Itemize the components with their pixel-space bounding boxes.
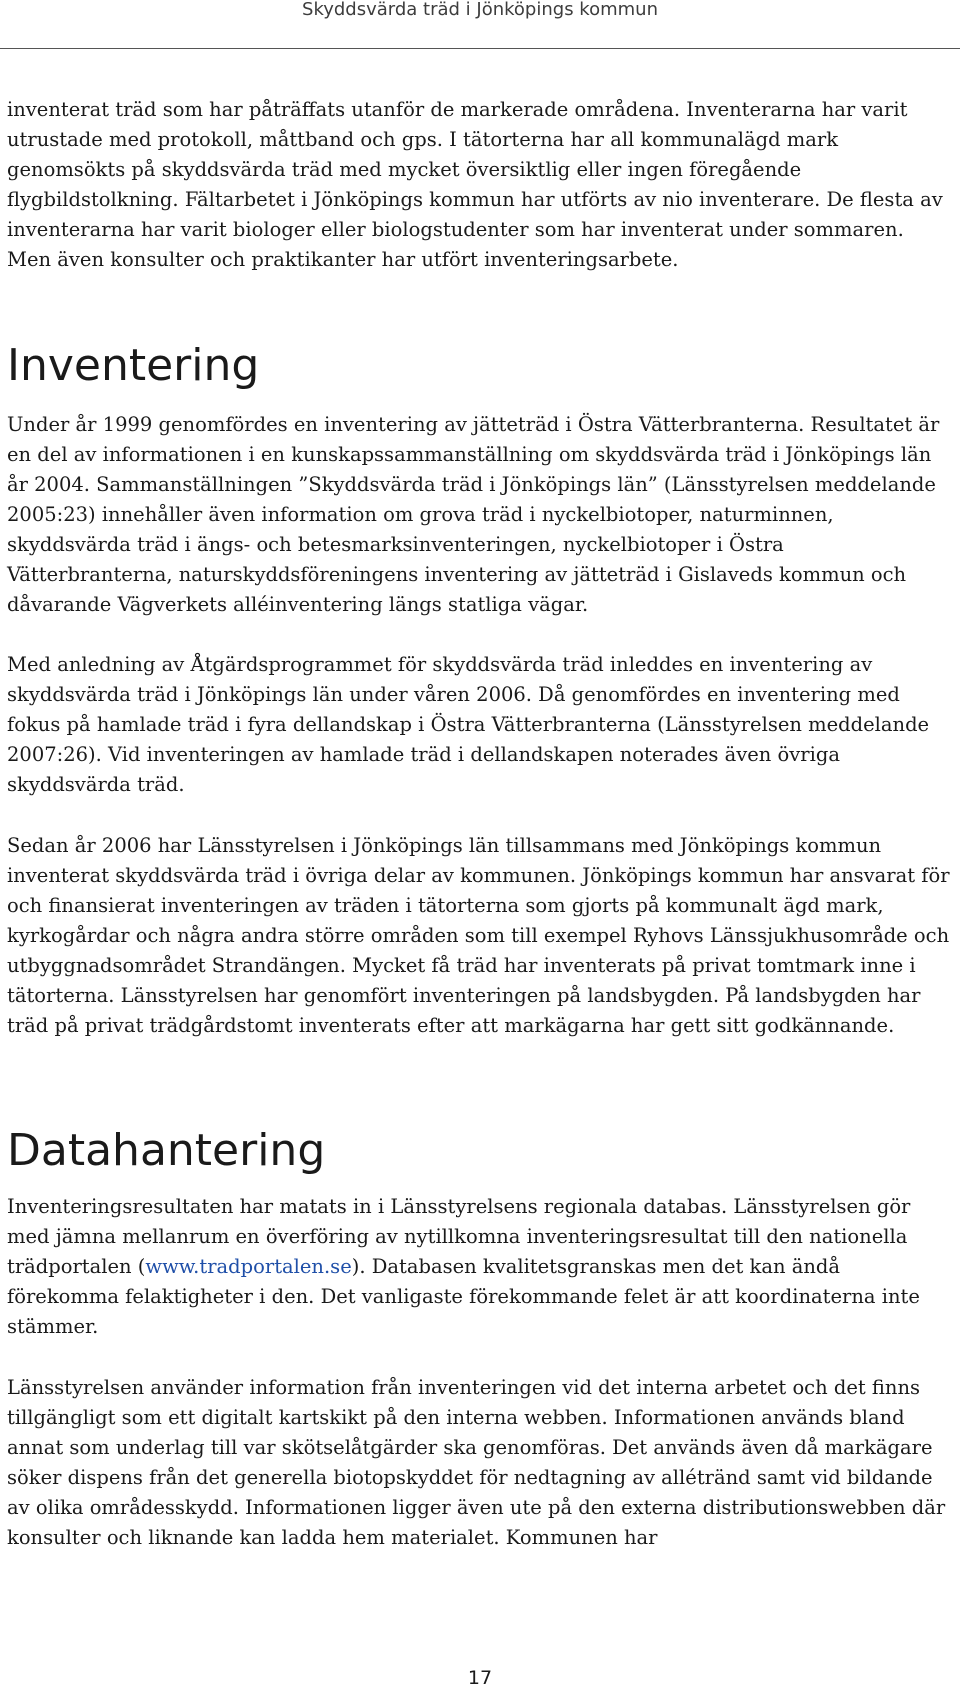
datahantering-paragraph-2: Länsstyrelsen använder information från inventeringen vid det interna arbetet och det finns tillgängligt som ett digitalt kartskikt på den interna webben. Informationen används bland annat som underlag till var skötselåtgärder ska genomföras. Det används även då markägare söker dispens från det generella biotopskyddet för nedtagning av allétränd samt vid bildande av olika områdesskydd. Informationen ligger även ute på den externa distributionswebben där konsulter och liknande kan ladda hem materialet. Kommunen har — [7, 1376, 946, 1549]
tradportalen-link[interactable]: www.tradportalen.se — [145, 1255, 352, 1278]
datahantering-paragraph-1-part-a: Inventeringsresultaten har matats in i Länsstyrelsens regionala databas. Länsstyrelsen gör med jämna mellanrum en överföring av nytillkomna inventeringsresultat till den nationella trädportalen ( — [7, 1195, 911, 1278]
page-number: 17 — [467, 1667, 493, 1689]
inventering-paragraph-3: Sedan år 2006 har Länsstyrelsen i Jönköpings län tillsammans med Jönköpings kommun inventerat skyddsvärda träd i övriga delar av kommunen. Jönköpings kommun har ansvarat för och finansierat inventeringen av träden i tätorterna som gjorts på kommunalt ägd mark, kyrkogårdar och några andra större områden som till exempel Ryhovs Länssjukhusområde och utbyggnadsområdet Strandängen. Mycket få träd har inventerats på privat tomtmark inne i tätorterna. Länsstyrelsen har genomfört inventeringen på landsbygden. På landsbygden har träd på privat trädgårdstomt inventerats efter att markägarna har gett sitt godkännande. — [7, 834, 950, 1037]
heading-inventering: Inventering — [7, 340, 260, 391]
inventering-paragraph-2: Med anledning av Åtgärdsprogrammet för skyddsvärda träd inleddes en inventering av skyddsvärda träd i Jönköpings län under våren 2006. Då genomfördes en inventering med fokus på hamlade träd i fyra dellandskap i Östra Vätterbranterna (Länsstyrelsen meddelande 2007:26). Vid inventeringen av hamlade träd i dellandskapen noterades även övriga skyddsvärda träd. — [7, 653, 930, 796]
header-rule — [0, 48, 960, 49]
running-header — [0, 0, 960, 50]
running-header-title: Skyddsvärda träd i Jönköpings kommun — [302, 0, 658, 20]
intro-paragraph: inventerat träd som har påträffats utanför de markerade områdena. Inventerarna har varit utrustade med protokoll, måttband och gps. I tätorterna har all kommunalägd mark genomsökts på skyddsvärda träd med mycket översiktlig eller ingen föregående flygbildstolkning. Fältarbetet i Jönköpings kommun har utförts av nio inventerare. De flesta av inventerarna har varit biologer eller biologstudenter som har inventerat under sommaren. Men även konsulter och praktikanter har utfört inventeringsarbete. — [7, 98, 943, 271]
datahantering-paragraph-1 — [7, 1192, 952, 1342]
datahantering-paragraph-1-part-b: ). Databasen kvalitetsgranskas men det kan ändå förekomma felaktigheter i den. Det vanligaste förekommande felet är att koordinaterna inte stämmer. — [7, 1255, 920, 1338]
inventering-paragraph-1: Under år 1999 genomfördes en inventering av jätteträd i Östra Vätterbranterna. Resultatet är en del av informationen i en kunskapssammanställning om skyddsvärda träd i Jönköpings län år 2004. Sammanställningen ”Skyddsvärda träd i Jönköpings län” (Länsstyrelsen meddelande 2005:23) innehåller även information om grova träd i nyckelbiotoper, naturminnen, skyddsvärda träd i ängs- och betesmarksinventeringen, nyckelbiotoper i Östra Vätterbranterna, naturskyddsföreningens inventering av jätteträd i Gislaveds kommun och dåvarande Vägverkets alléinventering längs statliga vägar. — [7, 413, 940, 616]
heading-datahantering: Datahantering — [7, 1125, 326, 1176]
